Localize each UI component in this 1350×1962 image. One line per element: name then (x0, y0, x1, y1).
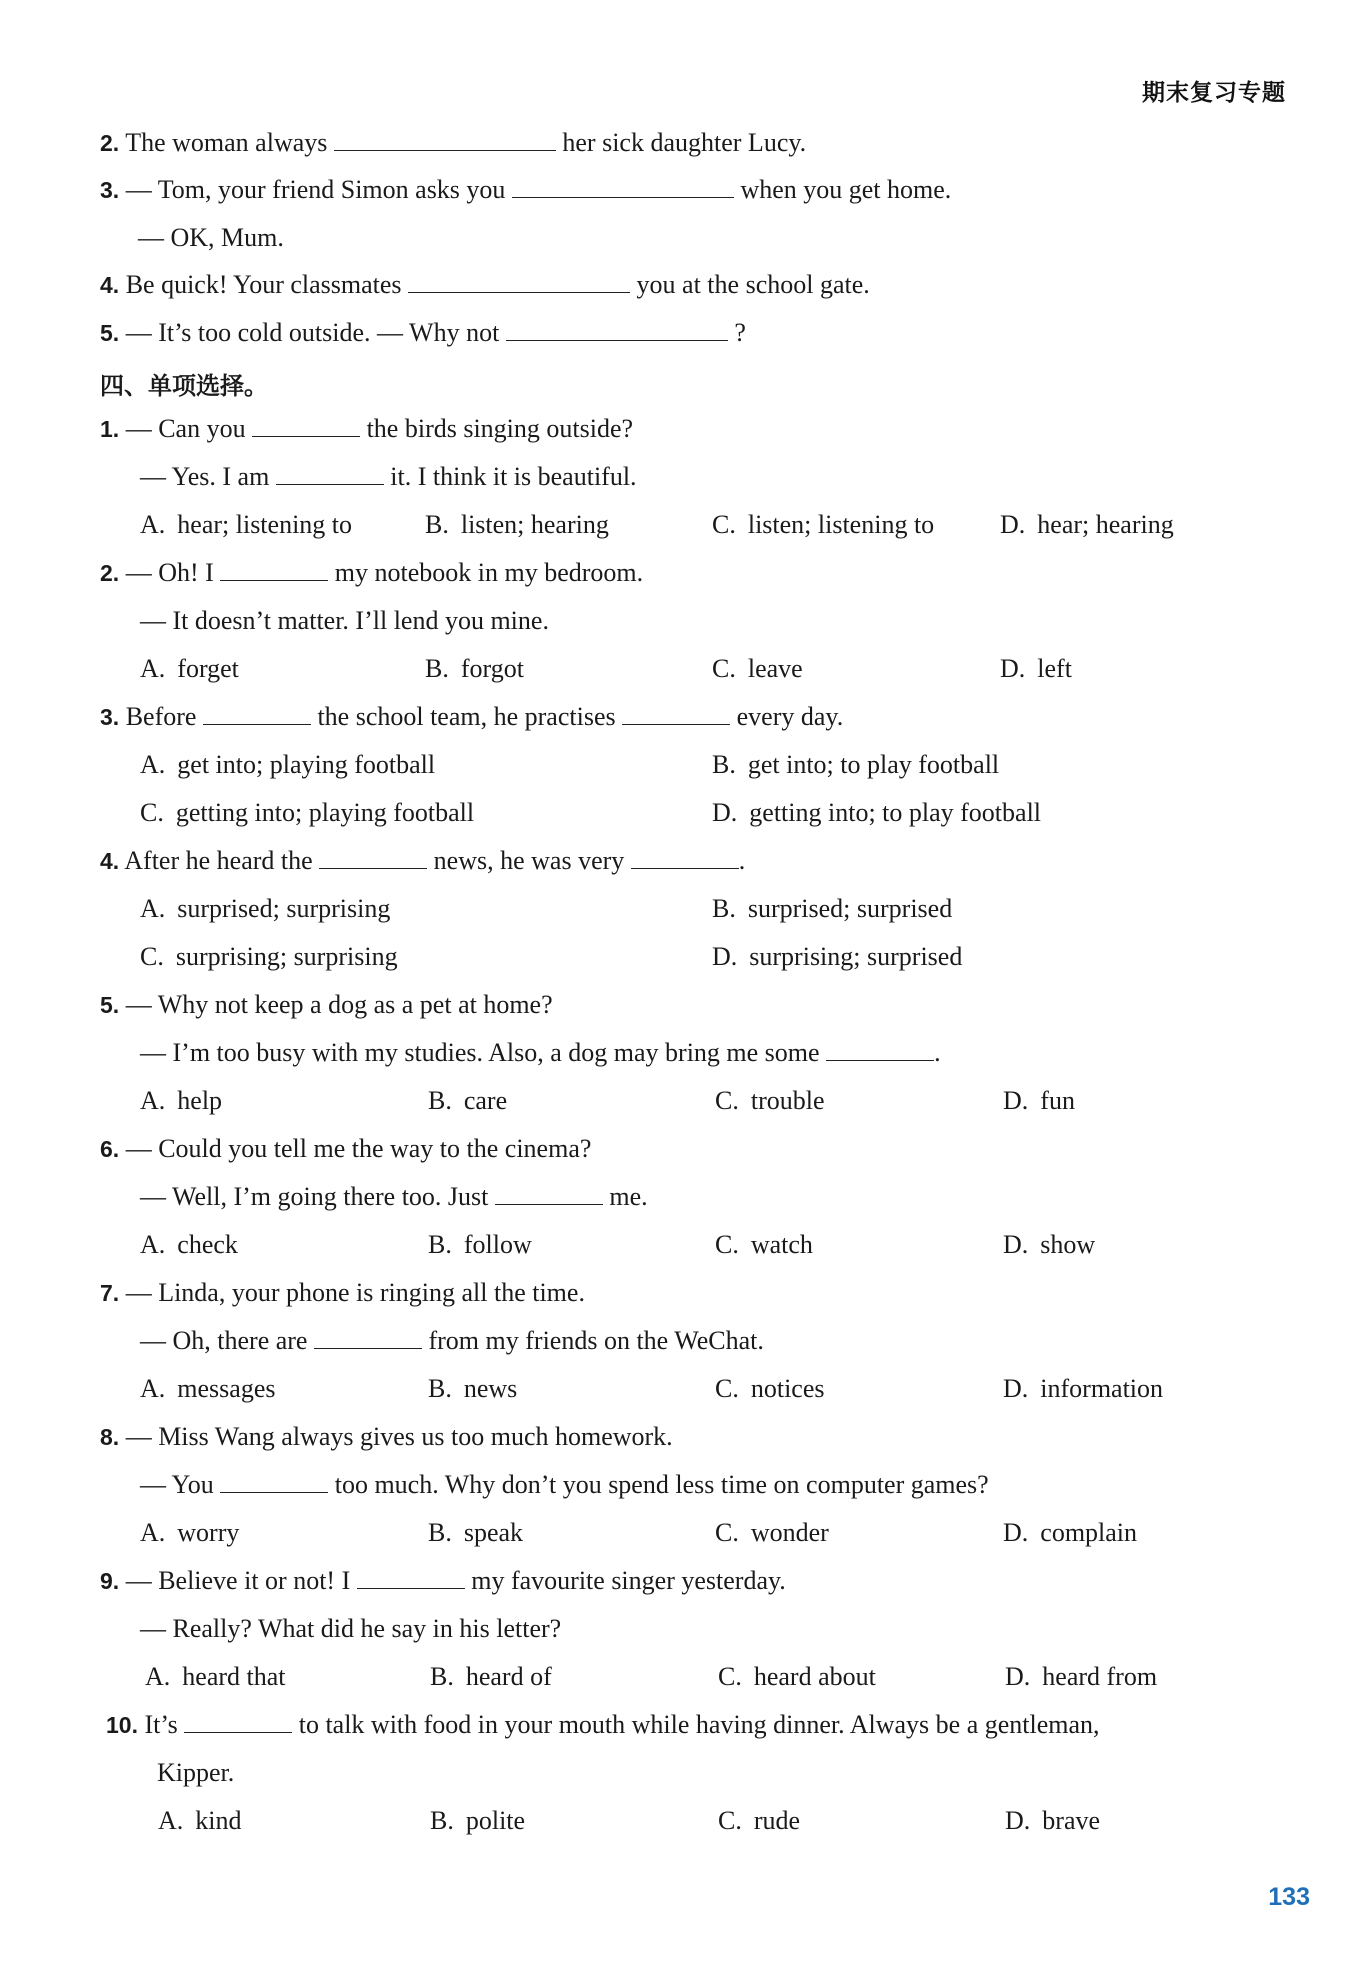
option-text: worry (177, 1518, 240, 1547)
option-d[interactable] (712, 796, 1041, 830)
option-text: forget (177, 654, 239, 683)
option-d[interactable] (1003, 1228, 1095, 1262)
option-letter: D. (712, 798, 738, 827)
option-letter: B. (428, 1518, 452, 1547)
question-text: my notebook in my bedroom. (334, 558, 644, 587)
item-text: her sick daughter Lucy. (562, 128, 807, 157)
option-letter: C. (718, 1806, 742, 1835)
option-c[interactable] (715, 1228, 813, 1262)
question-5-reply (140, 1036, 941, 1070)
question-3 (100, 700, 843, 734)
option-a[interactable] (140, 1228, 238, 1262)
answer-blank[interactable] (276, 462, 384, 485)
answer-blank[interactable] (826, 1038, 934, 1061)
option-letter: D. (1005, 1662, 1031, 1691)
question-text: me. (609, 1182, 648, 1211)
question-text: — Miss Wang always gives us too much homework. (125, 1422, 673, 1451)
option-text: heard about (753, 1662, 876, 1691)
question-text: — Could you tell me the way to the cinema? (125, 1134, 592, 1163)
option-text: get into; to play football (747, 750, 1000, 779)
question-text: from my friends on the WeChat. (428, 1326, 764, 1355)
option-text: listen; hearing (460, 510, 609, 539)
option-b[interactable] (428, 1516, 523, 1550)
item-number: 2. (100, 130, 120, 156)
item-number: 4. (100, 272, 120, 298)
option-letter: A. (158, 1806, 184, 1835)
fill-item-3-reply: — OK, Mum. (138, 223, 284, 252)
option-text: wonder (750, 1518, 829, 1547)
option-b[interactable] (425, 652, 524, 686)
option-letter: D. (1000, 654, 1026, 683)
option-b[interactable] (428, 1372, 517, 1406)
option-c[interactable] (712, 508, 934, 542)
option-d[interactable] (1003, 1516, 1137, 1550)
option-d[interactable] (712, 940, 962, 974)
option-letter: A. (140, 1086, 166, 1115)
question-text: — Oh! I (125, 558, 214, 587)
option-text: rude (753, 1806, 801, 1835)
fill-item-3 (100, 173, 951, 207)
option-letter: C. (715, 1374, 739, 1403)
option-d[interactable] (1000, 508, 1174, 542)
option-text: trouble (750, 1086, 825, 1115)
option-text: heard that (182, 1662, 286, 1691)
option-c[interactable] (715, 1516, 829, 1550)
option-letter: A. (140, 894, 166, 923)
question-text: — Can you (125, 414, 246, 443)
answer-blank[interactable] (631, 846, 739, 869)
option-letter: A. (140, 1518, 166, 1547)
question-1 (100, 412, 633, 446)
option-letter: A. (140, 654, 166, 683)
option-text: hear; listening to (177, 510, 353, 539)
option-c[interactable] (718, 1660, 876, 1694)
option-text: get into; playing football (177, 750, 436, 779)
option-letter: C. (715, 1518, 739, 1547)
answer-blank[interactable] (334, 128, 556, 151)
option-text: forgot (460, 654, 524, 683)
option-a[interactable] (140, 652, 239, 686)
option-letter: A. (140, 1374, 166, 1403)
option-letter: D. (1005, 1806, 1031, 1835)
option-b[interactable] (428, 1228, 532, 1262)
question-9 (100, 1564, 786, 1598)
option-letter: D. (1003, 1230, 1029, 1259)
option-b[interactable] (430, 1660, 552, 1694)
question-text: — Believe it or not! I (125, 1566, 351, 1595)
question-6-reply (140, 1180, 648, 1214)
option-d[interactable] (1005, 1660, 1157, 1694)
item-text: when you get home. (740, 175, 952, 204)
question-4 (100, 844, 745, 878)
option-a[interactable] (140, 748, 435, 782)
option-text: follow (463, 1230, 532, 1259)
question-text: — Oh, there are (140, 1326, 308, 1355)
question-number: 4. (100, 848, 120, 874)
item-text: — It’s too cold outside. — Why not (125, 318, 500, 347)
option-letter: D. (1000, 510, 1026, 539)
question-text: to talk with food in your mouth while having dinner. Always be a gentleman, (298, 1710, 1100, 1739)
question-6 (100, 1132, 591, 1166)
answer-blank[interactable] (319, 846, 427, 869)
item-number: 5. (100, 320, 120, 346)
option-d[interactable] (1003, 1372, 1163, 1406)
question-10 (106, 1708, 1100, 1742)
question-number: 3. (100, 704, 120, 730)
fill-item-5 (100, 316, 746, 350)
option-text: surprised; surprising (177, 894, 391, 923)
option-a[interactable] (140, 508, 352, 542)
option-text: care (463, 1086, 508, 1115)
answer-blank[interactable] (203, 702, 311, 725)
option-a[interactable] (145, 1660, 286, 1694)
option-text: surprising; surprising (175, 942, 398, 971)
question-number: 8. (100, 1424, 120, 1450)
option-text: heard of (465, 1662, 552, 1691)
option-d[interactable] (1005, 1804, 1100, 1838)
question-text: It’s (144, 1710, 178, 1739)
section-title: 四、单项选择。 (100, 372, 268, 400)
question-text: my favourite singer yesterday. (471, 1566, 786, 1595)
question-text: news, he was very (433, 846, 625, 875)
option-text: news (463, 1374, 518, 1403)
question-number: 5. (100, 992, 120, 1018)
page-number: 133 (1268, 1883, 1310, 1911)
item-text: — Tom, your friend Simon asks you (125, 175, 506, 204)
option-text: notices (750, 1374, 825, 1403)
option-text: surprised; surprised (747, 894, 953, 923)
option-a[interactable] (158, 1804, 242, 1838)
option-letter: C. (715, 1086, 739, 1115)
option-letter: B. (430, 1806, 454, 1835)
option-text: heard from (1042, 1662, 1158, 1691)
option-text: getting into; to play football (749, 798, 1042, 827)
question-text: — Why not keep a dog as a pet at home? (125, 990, 553, 1019)
question-text: . (934, 1038, 941, 1067)
question-2-reply: — It doesn’t matter. I’ll lend you mine. (140, 606, 549, 635)
question-2 (100, 556, 643, 590)
option-letter: B. (430, 1662, 454, 1691)
option-a[interactable] (140, 1084, 222, 1118)
option-letter: D. (1003, 1374, 1029, 1403)
option-letter: C. (715, 1230, 739, 1259)
option-text: leave (747, 654, 803, 683)
option-letter: A. (140, 510, 166, 539)
question-text: After he heard the (124, 846, 313, 875)
option-letter: B. (425, 654, 449, 683)
option-letter: A. (145, 1662, 171, 1691)
option-a[interactable] (140, 892, 390, 926)
option-text: watch (750, 1230, 813, 1259)
question-number: 9. (100, 1568, 120, 1594)
question-text: every day. (736, 702, 844, 731)
question-9-reply: — Really? What did he say in his letter? (140, 1614, 562, 1643)
option-text: check (177, 1230, 238, 1259)
question-text: — Well, I’m going there too. Just (140, 1182, 489, 1211)
option-b[interactable] (430, 1804, 525, 1838)
question-1-reply (140, 460, 637, 494)
option-c[interactable] (712, 652, 803, 686)
option-letter: A. (140, 750, 166, 779)
option-d[interactable] (1000, 652, 1072, 686)
question-text: the school team, he practises (317, 702, 616, 731)
option-text: left (1037, 654, 1072, 683)
option-letter: A. (140, 1230, 166, 1259)
question-10-continued: Kipper. (157, 1758, 235, 1787)
question-text: Before (125, 702, 197, 731)
option-letter: B. (712, 750, 736, 779)
option-b[interactable] (712, 748, 999, 782)
answer-blank[interactable] (220, 1470, 328, 1493)
option-letter: B. (428, 1374, 452, 1403)
option-letter: B. (425, 510, 449, 539)
question-7 (100, 1276, 585, 1310)
question-text: — Linda, your phone is ringing all the time. (125, 1278, 585, 1307)
question-text: — I’m too busy with my studies. Also, a dog may bring me some (140, 1038, 820, 1067)
question-text: . (738, 846, 746, 875)
option-letter: C. (718, 1662, 742, 1691)
option-letter: C. (140, 798, 164, 827)
option-text: polite (465, 1806, 526, 1835)
answer-blank[interactable] (622, 702, 730, 725)
option-text: complain (1040, 1518, 1138, 1547)
option-text: messages (177, 1374, 276, 1403)
option-letter: C. (712, 654, 736, 683)
question-text: — You (140, 1470, 214, 1499)
question-text: the birds singing outside? (366, 414, 634, 443)
option-text: surprising; surprised (749, 942, 963, 971)
question-number: 2. (100, 560, 120, 586)
option-letter: D. (1003, 1086, 1029, 1115)
option-letter: C. (712, 510, 736, 539)
answer-blank[interactable] (184, 1710, 292, 1733)
fill-item-2 (100, 126, 806, 160)
option-text: show (1040, 1230, 1096, 1259)
option-letter: B. (428, 1230, 452, 1259)
option-letter: D. (1003, 1518, 1029, 1547)
option-b[interactable] (428, 1084, 507, 1118)
answer-blank[interactable] (408, 270, 630, 293)
answer-blank[interactable] (220, 558, 328, 581)
option-c[interactable] (718, 1804, 800, 1838)
answer-blank[interactable] (357, 1566, 465, 1589)
question-number: 10. (106, 1712, 138, 1738)
question-text: it. I think it is beautiful. (390, 462, 637, 491)
chapter-header: 期末复习专题 (1142, 80, 1286, 106)
question-number: 1. (100, 416, 120, 442)
fill-item-4 (100, 268, 870, 302)
question-8-reply (140, 1468, 989, 1502)
option-text: kind (195, 1806, 242, 1835)
option-text: listen; listening to (747, 510, 935, 539)
option-letter: B. (428, 1086, 452, 1115)
option-text: fun (1040, 1086, 1075, 1115)
option-text: speak (463, 1518, 524, 1547)
answer-blank[interactable] (495, 1182, 603, 1205)
option-text: brave (1042, 1806, 1101, 1835)
question-text: — Yes. I am (140, 462, 270, 491)
item-text: you at the school gate. (636, 270, 870, 299)
question-5 (100, 988, 553, 1022)
question-7-reply (140, 1324, 764, 1358)
option-letter: B. (712, 894, 736, 923)
option-c[interactable] (140, 796, 474, 830)
option-b[interactable] (425, 508, 609, 542)
question-number: 6. (100, 1136, 120, 1162)
item-text: The woman always (125, 128, 328, 157)
option-c[interactable] (715, 1372, 825, 1406)
option-a[interactable] (140, 1372, 275, 1406)
option-c[interactable] (715, 1084, 825, 1118)
question-number: 7. (100, 1280, 120, 1306)
option-a[interactable] (140, 1516, 239, 1550)
option-d[interactable] (1003, 1084, 1075, 1118)
question-text: too much. Why don’t you spend less time on computer games? (334, 1470, 989, 1499)
answer-blank[interactable] (314, 1326, 422, 1349)
answer-blank[interactable] (506, 318, 728, 341)
option-b[interactable] (712, 892, 952, 926)
item-text: Be quick! Your classmates (125, 270, 402, 299)
option-text: hear; hearing (1037, 510, 1174, 539)
answer-blank[interactable] (512, 175, 734, 198)
option-letter: D. (712, 942, 738, 971)
item-text: ? (734, 318, 746, 347)
option-text: information (1040, 1374, 1164, 1403)
answer-blank[interactable] (252, 414, 360, 437)
option-letter: C. (140, 942, 164, 971)
option-text: help (177, 1086, 223, 1115)
item-number: 3. (100, 177, 120, 203)
option-text: getting into; playing football (175, 798, 475, 827)
option-c[interactable] (140, 940, 398, 974)
question-8 (100, 1420, 673, 1454)
